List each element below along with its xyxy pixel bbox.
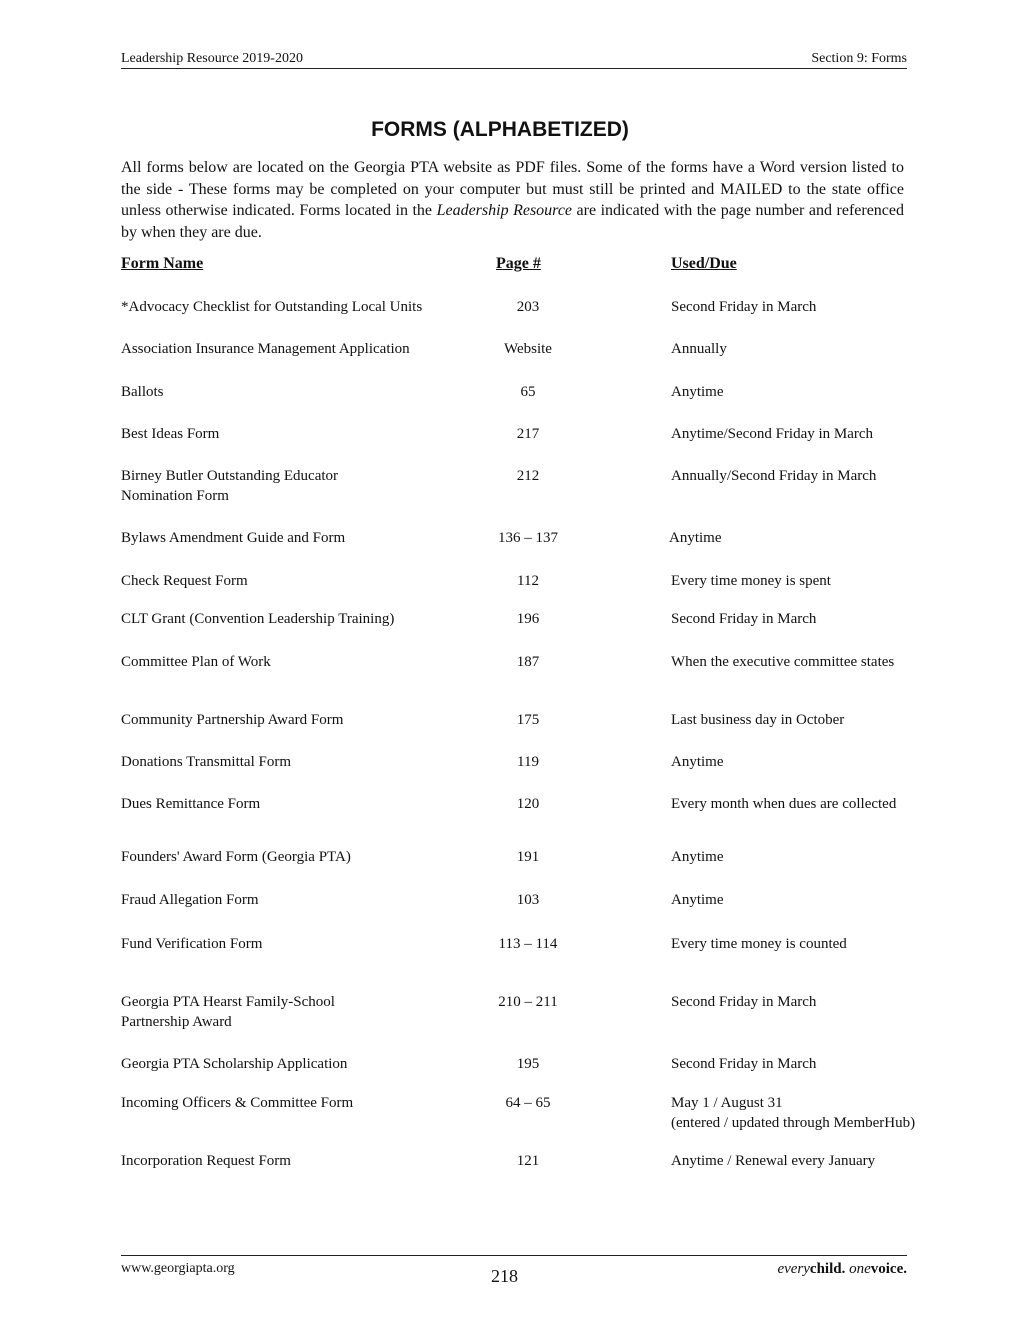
intro-paragraph bbox=[121, 157, 904, 243]
page-number: 218 bbox=[491, 1266, 518, 1286]
form-page: 191 bbox=[516, 849, 540, 865]
form-due: Anytime bbox=[671, 849, 724, 865]
form-name-line: Partnership Award bbox=[121, 1013, 232, 1030]
form-due: Every time money is spent bbox=[671, 573, 831, 589]
form-name: Incorporation Request Form bbox=[121, 1153, 291, 1169]
tagline-child: child. bbox=[809, 1261, 846, 1277]
form-name: Committee Plan of Work bbox=[121, 654, 271, 670]
form-page: 136 – 137 bbox=[498, 530, 558, 546]
form-name: Dues Remittance Form bbox=[121, 796, 261, 812]
form-due: Anytime bbox=[669, 530, 722, 546]
form-page: 203 bbox=[516, 299, 540, 315]
intro-italic: Leadership Resource bbox=[436, 202, 573, 219]
form-name-line: Birney Butler Outstanding Educator bbox=[121, 468, 339, 484]
tagline-one: one bbox=[849, 1261, 871, 1277]
form-due: Second Friday in March bbox=[671, 1056, 817, 1072]
form-page: 217 bbox=[516, 426, 540, 442]
form-due: Anytime bbox=[671, 384, 724, 400]
form-name bbox=[121, 993, 481, 1032]
footer-tagline bbox=[777, 1261, 907, 1278]
form-name: Fund Verification Form bbox=[121, 936, 263, 952]
form-page: 175 bbox=[516, 712, 540, 728]
column-header-form-name: Form Name bbox=[121, 255, 204, 272]
form-name: Incoming Officers & Committee Form bbox=[121, 1095, 354, 1111]
form-name: Founders' Award Form (Georgia PTA) bbox=[121, 849, 351, 865]
page-footer bbox=[121, 1255, 907, 1286]
form-name bbox=[121, 467, 481, 506]
form-name: Fraud Allegation Form bbox=[121, 892, 259, 908]
footer-website: www.georgiapta.org bbox=[121, 1261, 235, 1276]
form-name: Georgia PTA Scholarship Application bbox=[121, 1056, 348, 1072]
form-due: Second Friday in March bbox=[671, 994, 817, 1010]
form-page: 187 bbox=[516, 654, 540, 670]
form-due: Anytime bbox=[671, 754, 724, 770]
form-page: 212 bbox=[516, 468, 540, 484]
intro-text-end: are indicated with the page number and referenced by when they are due. bbox=[121, 202, 905, 241]
form-due: Annually/Second Friday in March bbox=[671, 468, 877, 484]
form-page: Website bbox=[504, 341, 552, 357]
form-due: Every time money is counted bbox=[671, 936, 847, 952]
form-page: 119 bbox=[517, 754, 539, 770]
form-name: Association Insurance Management Application bbox=[121, 341, 410, 357]
form-page: 112 bbox=[517, 573, 539, 589]
form-due bbox=[671, 1094, 971, 1133]
form-due: Anytime bbox=[671, 892, 724, 908]
form-due: Last business day in October bbox=[671, 712, 845, 728]
form-page: 65 bbox=[520, 384, 536, 400]
form-due: Annually bbox=[671, 341, 727, 357]
form-due: Second Friday in March bbox=[671, 299, 817, 315]
form-name: Donations Transmittal Form bbox=[121, 754, 292, 770]
column-header-page: Page # bbox=[496, 255, 541, 272]
intro-text: All forms below are located on the Georgia PTA website as PDF files. Some of the forms have a Word version listed to the side - These forms may be completed on your computer but must still be printed and MAILED to the state office unless otherwise indicated. Forms located in the bbox=[121, 159, 904, 219]
form-due: Every month when dues are collected bbox=[671, 796, 897, 812]
header-left: Leadership Resource 2019-2020 bbox=[121, 51, 303, 66]
form-name: Bylaws Amendment Guide and Form bbox=[121, 530, 346, 546]
form-name: Check Request Form bbox=[121, 573, 248, 589]
form-page: 196 bbox=[516, 611, 540, 627]
form-due-line: (entered / updated through MemberHub) bbox=[671, 1114, 916, 1131]
form-page: 121 bbox=[516, 1153, 540, 1169]
tagline-every: every bbox=[777, 1261, 810, 1277]
form-name-line: Nomination Form bbox=[121, 487, 229, 504]
form-name: Community Partnership Award Form bbox=[121, 712, 344, 728]
form-name-line: Georgia PTA Hearst Family-School bbox=[121, 994, 335, 1010]
header-right: Section 9: Forms bbox=[811, 51, 907, 66]
form-due: When the executive committee states bbox=[671, 654, 895, 670]
page-header bbox=[121, 50, 907, 69]
tagline-voice: voice. bbox=[870, 1261, 907, 1277]
form-page: 210 – 211 bbox=[498, 994, 558, 1010]
form-page: 113 – 114 bbox=[498, 936, 558, 952]
form-due: Anytime/Second Friday in March bbox=[671, 426, 874, 442]
form-name: CLT Grant (Convention Leadership Training) bbox=[121, 611, 395, 627]
form-due: Second Friday in March bbox=[671, 611, 817, 627]
form-page: 195 bbox=[516, 1056, 540, 1072]
form-name: *Advocacy Checklist for Outstanding Local Units bbox=[121, 299, 423, 315]
form-due: Anytime / Renewal every January bbox=[671, 1153, 876, 1169]
column-header-used-due: Used/Due bbox=[671, 255, 737, 272]
form-page: 120 bbox=[516, 796, 540, 812]
page-title: FORMS (ALPHABETIZED) bbox=[371, 118, 629, 141]
form-due-line: May 1 / August 31 bbox=[671, 1095, 783, 1111]
form-name: Best Ideas Form bbox=[121, 426, 220, 442]
form-name: Ballots bbox=[121, 384, 164, 400]
form-page: 103 bbox=[516, 892, 540, 908]
form-page: 64 – 65 bbox=[505, 1095, 551, 1111]
